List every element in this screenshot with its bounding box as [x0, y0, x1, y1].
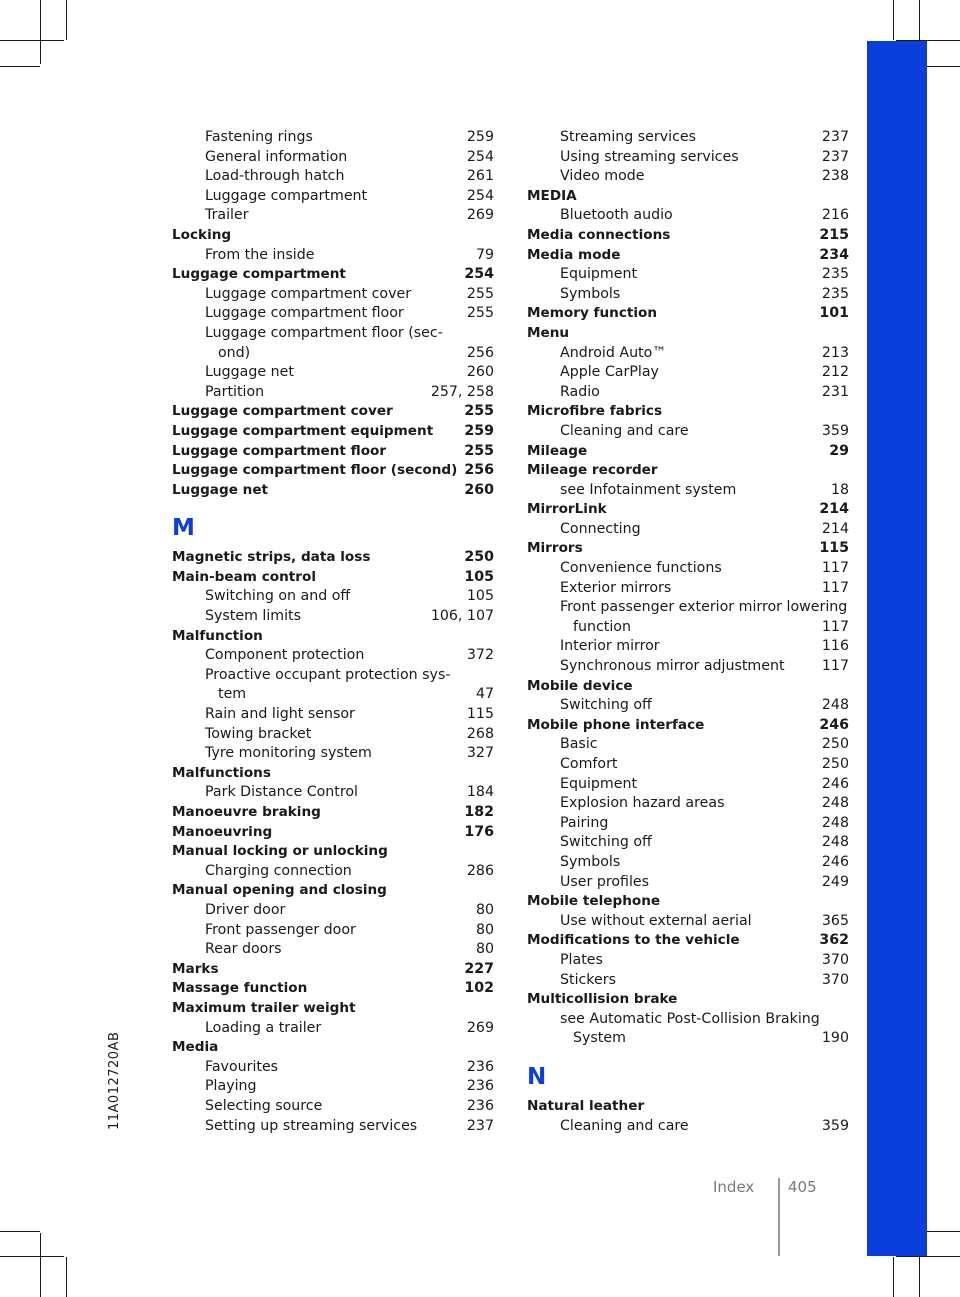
- entry-label: see Automatic Post-Collision Braking: [560, 1010, 820, 1027]
- index-subentry: [172, 725, 494, 745]
- entry-page-ref[interactable]: 101: [819, 305, 849, 322]
- entry-label: Malfunctions: [172, 764, 271, 781]
- index-subentry: [527, 794, 849, 814]
- entry-label: Memory function: [527, 305, 658, 322]
- index-entry: [172, 568, 494, 588]
- entry-label: Manual locking or unlocking: [172, 843, 388, 860]
- entry-page-ref[interactable]: 214: [819, 501, 849, 518]
- index-entry: [527, 677, 849, 697]
- index-entry: [172, 881, 494, 901]
- index-entry: [527, 442, 849, 462]
- index-subentry: [527, 951, 849, 971]
- entry-page-ref[interactable]: 365: [821, 912, 849, 929]
- index-subentry: [527, 775, 849, 795]
- index-entry: [527, 500, 849, 520]
- index-subentry: [527, 971, 849, 991]
- entry-page-ref[interactable]: 236: [466, 1058, 494, 1075]
- index-subentry: [172, 1097, 494, 1117]
- section-thumb-tab: [867, 41, 927, 1256]
- index-subentry: [172, 246, 494, 266]
- entry-label: Comfort: [560, 756, 618, 772]
- index-subentry: [527, 598, 849, 637]
- entry-page-ref[interactable]: 80: [475, 941, 494, 958]
- entry-page-ref[interactable]: 255: [466, 285, 494, 302]
- entry-label: System limits: [205, 608, 302, 625]
- entry-page-ref[interactable]: 362: [819, 932, 849, 949]
- index-subentry: [172, 607, 494, 627]
- index-subentry: [527, 520, 849, 540]
- entry-page-ref[interactable]: 102: [464, 980, 494, 997]
- entry-label: Symbols: [560, 853, 621, 870]
- index-subentry: [172, 646, 494, 666]
- index-entry: [172, 481, 494, 501]
- index-subentry: [172, 587, 494, 607]
- entry-label: Switching on and off: [205, 588, 351, 605]
- index-entry: [172, 842, 494, 862]
- index-subentry: [527, 422, 849, 442]
- entry-page-ref[interactable]: 248: [821, 834, 849, 851]
- crop-mark: [66, 1257, 67, 1297]
- entry-page-ref[interactable]: 235: [821, 266, 849, 283]
- entry-label: Fastening rings: [205, 129, 313, 145]
- entry-page-ref[interactable]: 250: [821, 756, 849, 772]
- entry-page-ref[interactable]: 259: [464, 422, 494, 439]
- entry-page-ref[interactable]: 184: [466, 784, 494, 801]
- entry-label: Manoeuvring: [172, 823, 273, 840]
- entry-label: see Infotainment system: [560, 481, 737, 498]
- entry-page-ref[interactable]: 246: [821, 853, 849, 870]
- entry-page-ref[interactable]: 235: [821, 285, 849, 302]
- entry-label: Rear doors: [205, 941, 282, 958]
- crop-mark: [893, 0, 894, 40]
- entry-label: Android Auto™: [560, 344, 667, 361]
- index-entry: [527, 892, 849, 912]
- crop-mark: [896, 1256, 960, 1257]
- entry-label: Media connections: [527, 226, 671, 243]
- entry-page-ref[interactable]: 250: [821, 736, 849, 753]
- index-entry: [172, 803, 494, 823]
- index-subentry: [527, 481, 849, 501]
- entry-page-ref[interactable]: 286: [466, 862, 494, 879]
- entry-label: Proactive occupant protection sys-: [205, 666, 451, 683]
- index-subentry: [172, 1117, 494, 1137]
- index-subentry: [527, 265, 849, 285]
- entry-page-ref[interactable]: 248: [821, 697, 849, 714]
- entry-label: Luggage compartment equipment: [172, 422, 434, 439]
- entry-page-ref[interactable]: 47: [475, 686, 494, 703]
- entry-page-ref[interactable]: 248: [821, 795, 849, 812]
- entry-page-ref[interactable]: 259: [466, 129, 494, 145]
- entry-page-ref[interactable]: 255: [466, 305, 494, 322]
- index-subentry: [172, 862, 494, 882]
- entry-page-ref[interactable]: 238: [821, 168, 849, 185]
- entry-label: Luggage compartment: [172, 266, 346, 283]
- entry-label: Manoeuvre braking: [172, 804, 321, 820]
- index-entry: [172, 627, 494, 647]
- crop-mark: [0, 66, 40, 67]
- entry-label: Explosion hazard areas: [560, 795, 725, 812]
- entry-page-ref[interactable]: 269: [466, 207, 494, 224]
- entry-label: Radio: [560, 383, 600, 400]
- entry-label: Load-through hatch: [205, 168, 345, 185]
- index-subentry: [172, 1058, 494, 1078]
- index-entry: [527, 1097, 849, 1117]
- entry-label: General information: [205, 148, 348, 165]
- entry-label: Connecting: [560, 520, 641, 537]
- index-subentry: [527, 696, 849, 716]
- entry-page-ref[interactable]: 182: [464, 804, 494, 820]
- index-subentry: [527, 755, 849, 775]
- entry-label: Equipment: [560, 266, 638, 283]
- entry-label: Multicollision brake: [527, 991, 678, 1008]
- index-subentry: [527, 735, 849, 755]
- entry-label: Luggage net: [172, 481, 269, 498]
- crop-mark: [66, 0, 67, 40]
- entry-page-ref[interactable]: 255: [464, 442, 494, 459]
- entry-page-ref[interactable]: 327: [466, 745, 494, 762]
- entry-label: Setting up streaming services: [205, 1117, 418, 1134]
- entry-label: Rain and light sensor: [205, 706, 355, 723]
- index-subentry: [527, 912, 849, 932]
- entry-page-ref[interactable]: 246: [819, 716, 849, 733]
- entry-label: Luggage compartment: [205, 187, 368, 204]
- entry-label: Microfibre fabrics: [527, 403, 663, 420]
- index-subentry: [172, 666, 494, 705]
- index-subentry: [527, 657, 849, 677]
- entry-page-ref[interactable]: 254: [464, 266, 494, 283]
- index-entry: [527, 324, 849, 344]
- index-subentry: [527, 285, 849, 305]
- entry-label: Luggage compartment floor (sec-: [205, 324, 443, 341]
- index-entry: [172, 226, 494, 246]
- index-subentry: [172, 206, 494, 226]
- entry-label: Mileage recorder: [527, 462, 658, 479]
- index-column-left: [172, 128, 494, 1136]
- index-subentry: [172, 1077, 494, 1097]
- entry-label: Luggage net: [205, 364, 294, 381]
- entry-page-ref[interactable]: 268: [466, 725, 494, 742]
- entry-label: From the inside: [205, 246, 315, 263]
- entry-label: Equipment: [560, 775, 638, 792]
- entry-page-ref[interactable]: 117: [821, 579, 849, 596]
- entry-page-ref[interactable]: 257, 258: [430, 383, 494, 400]
- index-subentry: [527, 833, 849, 853]
- entry-page-ref[interactable]: 236: [466, 1097, 494, 1114]
- index-entry: [527, 304, 849, 324]
- entry-label-continued: tem: [218, 686, 247, 703]
- entry-page-ref[interactable]: 105: [466, 588, 494, 605]
- index-subentry: [527, 344, 849, 364]
- entry-page-ref[interactable]: 216: [821, 207, 849, 224]
- document-code: 11A012720AB: [107, 1031, 122, 1130]
- entry-label: User profiles: [560, 873, 650, 890]
- entry-page-ref[interactable]: 269: [466, 1019, 494, 1036]
- index-subentry: [527, 1117, 849, 1137]
- entry-label: Exterior mirrors: [560, 579, 672, 596]
- entry-label: Using streaming services: [560, 148, 739, 165]
- entry-page-ref[interactable]: 250: [464, 549, 494, 566]
- index-entry: [172, 764, 494, 784]
- entry-page-ref[interactable]: 260: [466, 364, 494, 381]
- index-entry: [172, 960, 494, 980]
- index-entry: [172, 979, 494, 999]
- entry-page-ref[interactable]: 115: [819, 540, 849, 557]
- entry-page-ref[interactable]: 213: [821, 344, 849, 361]
- index-letter-heading: N: [527, 1063, 547, 1090]
- crop-mark: [0, 1231, 40, 1232]
- entry-label: Luggage compartment floor: [205, 305, 404, 322]
- entry-page-ref[interactable]: 256: [466, 344, 494, 361]
- entry-label: Malfunction: [172, 627, 263, 644]
- entry-label: Manual opening and closing: [172, 882, 387, 899]
- crop-mark: [0, 40, 64, 41]
- entry-label: Cleaning and care: [560, 1117, 689, 1134]
- entry-page-ref[interactable]: 254: [466, 148, 494, 165]
- entry-label: Selecting source: [205, 1097, 323, 1114]
- index-subentry: [172, 921, 494, 941]
- entry-page-ref[interactable]: 255: [464, 403, 494, 420]
- index-entry: [527, 990, 849, 1010]
- index-subentry: [172, 705, 494, 725]
- index-subentry: [172, 1019, 494, 1039]
- entry-label: Mobile phone interface: [527, 716, 705, 733]
- entry-page-ref[interactable]: 115: [466, 706, 494, 723]
- entry-label: Apple CarPlay: [560, 364, 659, 381]
- entry-label: Interior mirror: [560, 638, 660, 655]
- entry-page-ref[interactable]: 260: [464, 481, 494, 498]
- entry-label: Tyre monitoring system: [205, 745, 372, 762]
- entry-label: Charging connection: [205, 862, 352, 879]
- entry-page-ref[interactable]: 116: [821, 638, 849, 655]
- entry-label: Media: [172, 1039, 219, 1056]
- index-entry: [527, 716, 849, 736]
- entry-label: Front passenger door: [205, 921, 356, 938]
- entry-label: Streaming services: [560, 129, 696, 145]
- page-number: 405: [788, 1178, 817, 1196]
- entry-label: Driver door: [205, 901, 286, 918]
- entry-label: Marks: [172, 960, 219, 977]
- entry-label: Pairing: [560, 814, 609, 831]
- index-column-right: [527, 128, 849, 1136]
- entry-label: Playing: [205, 1078, 257, 1095]
- index-subentry: [172, 148, 494, 168]
- index-entry: [172, 402, 494, 422]
- entry-page-ref[interactable]: 80: [475, 921, 494, 938]
- index-subentry: [172, 783, 494, 803]
- index-subentry: [172, 187, 494, 207]
- entry-page-ref[interactable]: 370: [821, 951, 849, 968]
- index-letter-heading: M: [172, 515, 195, 542]
- index-entry: [172, 1038, 494, 1058]
- entry-label: Mileage: [527, 442, 588, 459]
- entry-page-ref[interactable]: 236: [466, 1078, 494, 1095]
- index-subentry: [172, 304, 494, 324]
- index-entry: [527, 246, 849, 266]
- entry-page-ref[interactable]: 237: [466, 1117, 494, 1134]
- index-subentry: [172, 324, 494, 363]
- index-subentry: [172, 901, 494, 921]
- entry-label: Luggage compartment cover: [172, 403, 393, 420]
- entry-label: Mobile telephone: [527, 893, 661, 910]
- entry-label: Bluetooth audio: [560, 207, 673, 224]
- entry-page-ref[interactable]: 246: [821, 775, 849, 792]
- entry-page-ref[interactable]: 372: [466, 647, 494, 664]
- entry-label: Luggage compartment floor: [172, 442, 387, 459]
- crop-mark: [40, 1233, 41, 1297]
- entry-page-ref[interactable]: 254: [466, 187, 494, 204]
- index-subentry: [172, 128, 494, 148]
- entry-label: Mirrors: [527, 540, 583, 557]
- entry-page-ref[interactable]: 29: [829, 442, 849, 459]
- index-subentry: [527, 1010, 849, 1049]
- entry-page-ref[interactable]: 256: [464, 462, 494, 479]
- entry-page-ref[interactable]: 234: [819, 246, 849, 263]
- entry-label: Menu: [527, 324, 570, 341]
- index-entry: [527, 226, 849, 246]
- index-subentry: [527, 383, 849, 403]
- entry-label: Park Distance Control: [205, 784, 358, 801]
- index-entry: [527, 187, 849, 207]
- entry-label: Loading a trailer: [205, 1019, 322, 1036]
- entry-label-continued: System: [573, 1030, 626, 1047]
- entry-label: Media mode: [527, 246, 621, 263]
- entry-label-continued: function: [573, 618, 631, 635]
- index-subentry: [527, 206, 849, 226]
- entry-label: Switching off: [560, 697, 652, 714]
- entry-page-ref[interactable]: 106, 107: [430, 608, 494, 625]
- footer-section-label: Index: [713, 1178, 755, 1196]
- index-entry: [172, 265, 494, 285]
- index-subentry: [527, 814, 849, 834]
- entry-label: Magnetic strips, data loss: [172, 549, 371, 566]
- index-entry: [172, 823, 494, 843]
- entry-label: Luggage compartment floor (second): [172, 462, 458, 479]
- entry-page-ref[interactable]: 215: [819, 226, 849, 243]
- entry-page-ref[interactable]: 212: [821, 364, 849, 381]
- entry-label: Front passenger exterior mirror lowering: [560, 599, 848, 616]
- entry-label: Mobile device: [527, 677, 633, 694]
- index-entry: [172, 461, 494, 481]
- index-entry: [527, 461, 849, 481]
- entry-page-ref[interactable]: 261: [466, 168, 494, 185]
- index-subentry: [527, 363, 849, 383]
- entry-page-ref[interactable]: 80: [475, 901, 494, 918]
- entry-page-ref[interactable]: 105: [464, 568, 494, 585]
- entry-page-ref[interactable]: 249: [821, 873, 849, 890]
- index-entry: [527, 931, 849, 951]
- entry-label: Trailer: [205, 207, 249, 224]
- entry-label: Plates: [560, 951, 603, 968]
- entry-label: Convenience functions: [560, 560, 722, 577]
- footer-divider: [778, 1178, 780, 1256]
- entry-page-ref[interactable]: 176: [464, 823, 494, 840]
- index-subentry: [172, 285, 494, 305]
- index-entry: [172, 422, 494, 442]
- entry-page-ref[interactable]: 231: [821, 383, 849, 400]
- index-subentry: [527, 148, 849, 168]
- index-subentry: [172, 167, 494, 187]
- index-subentry: [527, 579, 849, 599]
- index-subentry: [527, 873, 849, 893]
- entry-page-ref[interactable]: 237: [821, 129, 849, 145]
- entry-label: Natural leather: [527, 1097, 645, 1114]
- index-subentry: [527, 559, 849, 579]
- entry-page-ref[interactable]: 190: [821, 1030, 849, 1047]
- index-entry: [172, 999, 494, 1019]
- entry-label: Maximum trailer weight: [172, 999, 356, 1016]
- index-subentry: [527, 637, 849, 657]
- entry-page-ref[interactable]: 237: [821, 148, 849, 165]
- index-entry: [527, 539, 849, 559]
- index-entry: [172, 442, 494, 462]
- entry-label: Synchronous mirror adjustment: [560, 658, 785, 675]
- crop-mark: [0, 1256, 64, 1257]
- entry-page-ref[interactable]: 248: [821, 814, 849, 831]
- entry-label: Modifications to the vehicle: [527, 932, 740, 949]
- entry-label: Use without external aerial: [560, 912, 752, 929]
- entry-label: Favourites: [205, 1058, 279, 1075]
- entry-label: Locking: [172, 226, 232, 243]
- entry-label-continued: ond): [218, 344, 251, 361]
- entry-label: Component protection: [205, 647, 365, 664]
- entry-page-ref[interactable]: 359: [821, 422, 849, 439]
- index-entry: [527, 402, 849, 422]
- entry-page-ref[interactable]: 117: [821, 658, 849, 675]
- crop-mark: [40, 0, 41, 64]
- entry-label: Symbols: [560, 285, 621, 302]
- index-subentry: [172, 363, 494, 383]
- entry-label: Main-beam control: [172, 568, 316, 585]
- index-subentry: [172, 383, 494, 403]
- entry-label: Massage function: [172, 980, 308, 997]
- entry-page-ref[interactable]: 79: [475, 246, 494, 263]
- index-subentry: [172, 744, 494, 764]
- index-entry: [172, 548, 494, 568]
- entry-label: MEDIA: [527, 187, 577, 204]
- entry-label: Towing bracket: [205, 725, 312, 742]
- index-subentry: [527, 167, 849, 187]
- entry-label: Basic: [560, 736, 598, 753]
- entry-page-ref[interactable]: 227: [464, 960, 494, 977]
- entry-page-ref[interactable]: 117: [821, 560, 849, 577]
- entry-label: Cleaning and care: [560, 422, 689, 439]
- entry-label: Partition: [205, 383, 265, 400]
- entry-page-ref[interactable]: 359: [821, 1117, 849, 1134]
- entry-label: Luggage compartment cover: [205, 285, 412, 302]
- index-subentry: [527, 128, 849, 148]
- entry-page-ref[interactable]: 370: [821, 971, 849, 988]
- entry-label: Stickers: [560, 971, 616, 988]
- entry-label: Video mode: [560, 168, 645, 185]
- entry-label: MirrorLink: [527, 501, 607, 518]
- entry-page-ref[interactable]: 18: [830, 481, 849, 498]
- crop-mark: [893, 1257, 894, 1297]
- entry-page-ref[interactable]: 117: [821, 618, 849, 635]
- entry-page-ref[interactable]: 214: [821, 520, 849, 537]
- index-subentry: [172, 940, 494, 960]
- entry-label: Switching off: [560, 834, 652, 851]
- index-subentry: [527, 853, 849, 873]
